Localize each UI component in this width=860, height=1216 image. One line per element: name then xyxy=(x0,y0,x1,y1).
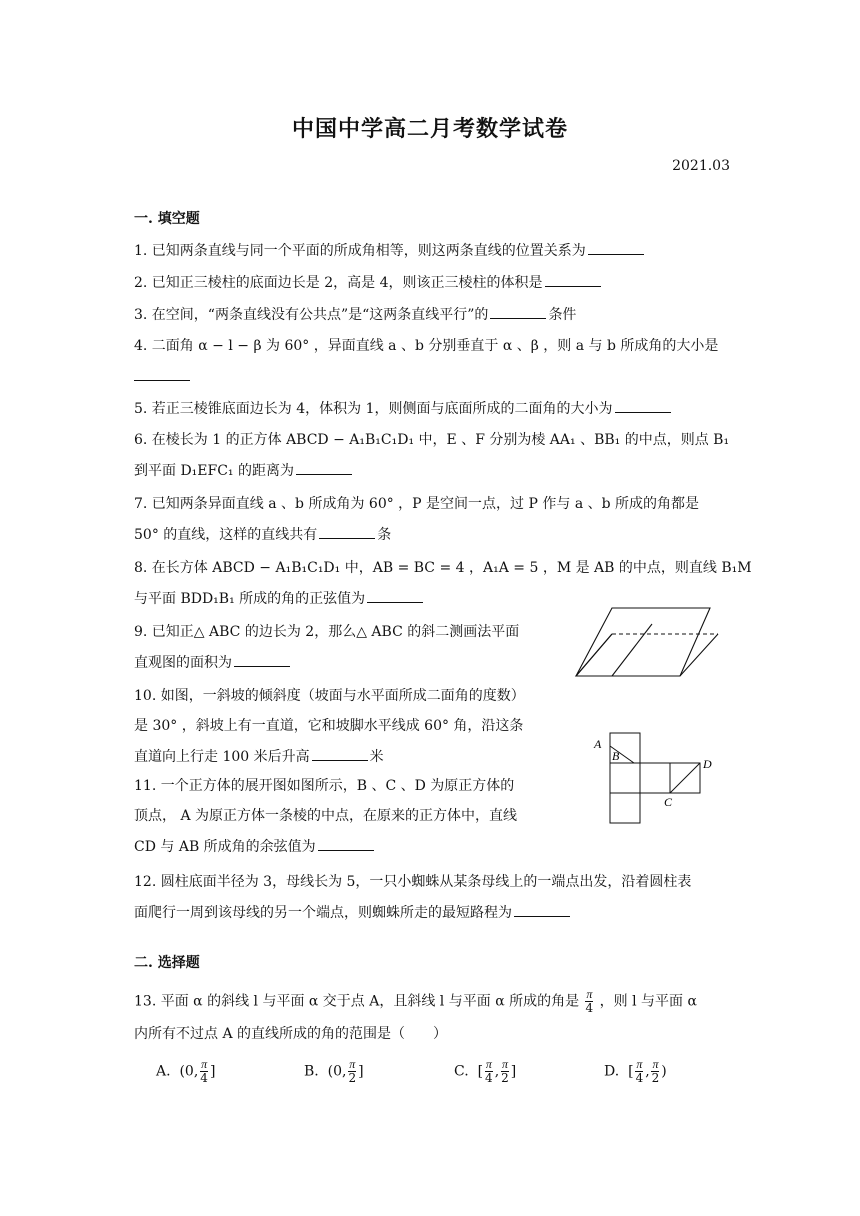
exam-date: 2021.03 xyxy=(672,158,730,174)
label-d: D xyxy=(703,757,712,771)
question-12-line-1: 12. 圆柱底面半径为 3，母线长为 5，一只小蜘蛛从某条母线上的一端点出发，沿着圆柱表 xyxy=(134,874,692,890)
question-3: 3. 在空间，“两条直线没有公共点”是“这两条直线平行”的 条件 xyxy=(134,304,576,325)
question-6-line-2: 到平面 D₁EFC₁ 的距离为 xyxy=(134,460,354,481)
section-fill-in-title: 一. 填空题 xyxy=(134,211,200,227)
answer-blank xyxy=(490,304,546,319)
question-8-line-1: 8. 在长方体 ABCD − A₁B₁C₁D₁ 中，AB = BC = 4 ，A₁A = 5 ，M 是 AB 的中点，则直线 B₁M xyxy=(134,560,752,576)
fraction-pi-over-2: $\frac{\pi}{2}$ xyxy=(348,1057,357,1085)
question-6-line-1: 6. 在棱长为 1 的正方体 ABCD − A₁B₁C₁D₁ 中，E 、F 分别为棱 AA₁ 、BB₁ 的中点，则点 B₁ xyxy=(134,432,730,448)
answer-blank xyxy=(367,588,423,603)
answer-blank xyxy=(545,272,601,287)
question-12-line-2: 面爬行一周到该母线的另一个端点，则蜘蛛所走的最短路程为 xyxy=(134,902,572,923)
option-c[interactable]: C. [ $\frac{\pi}{4}$ , $\frac{\pi}{2}$ ] xyxy=(454,1057,517,1085)
label-b: B xyxy=(612,749,620,763)
fraction-pi-over-4: $\frac{\pi}{4}$ xyxy=(585,987,594,1015)
slope-bottom-edge xyxy=(576,634,612,676)
question-9-line-1: 9. 已知正△ ABC 的边长为 2，那么△ ABC 的斜二测画法平面 xyxy=(134,624,520,640)
answer-blank xyxy=(615,398,671,413)
page-title: 中国中学高二月考数学试卷 xyxy=(291,116,568,142)
net-square-bottom xyxy=(610,793,640,823)
question-10-line-3: 直道向上行走 100 米后升高 米 xyxy=(134,746,384,767)
answer-blank xyxy=(296,460,352,475)
question-9-line-2: 直观图的面积为 xyxy=(134,652,292,673)
question-10-line-2: 是 30° ，斜坡上有一直道，它和坡脚水平线成 60° 角，沿这条 xyxy=(134,718,524,734)
question-11-line-2: 顶点， A 为原正方体一条棱的中点，在原来的正方体中，直线 xyxy=(134,808,518,824)
cube-net-figure xyxy=(560,728,730,830)
answer-blank xyxy=(134,366,190,381)
section-choice-title: 二. 选择题 xyxy=(134,955,200,971)
straight-path-line xyxy=(612,624,652,676)
question-11-line-3: CD 与 AB 所成角的余弦值为 xyxy=(134,836,376,857)
answer-blank xyxy=(514,902,570,917)
ground-plane-outline xyxy=(576,634,718,676)
question-5: 5. 若正三棱锥底面边长为 4，体积为 1，则侧面与底面所成的二面角的大小为 xyxy=(134,398,673,419)
answer-blank xyxy=(588,240,644,255)
net-square-2 xyxy=(640,763,670,793)
question-11-line-1: 11. 一个正方体的展开图如图所示，B 、C 、D 为原正方体的 xyxy=(134,778,515,794)
slope-figure xyxy=(570,606,720,680)
question-7-line-2: 50° 的直线，这样的直线共有 条 xyxy=(134,524,391,545)
label-a: A xyxy=(594,737,602,751)
answer-blank xyxy=(319,524,375,539)
question-1: 1. 已知两条直线与同一个平面的所成角相等，则这两条直线的位置关系为 xyxy=(134,240,646,261)
option-d[interactable]: D. [ $\frac{\pi}{4}$ , $\frac{\pi}{2}$ ) xyxy=(604,1057,667,1085)
net-square-1 xyxy=(610,763,640,793)
answer-blank xyxy=(312,746,368,761)
question-13-line-2: 内所有不过点 A 的直线所成的角的范围是（ ） xyxy=(134,1026,448,1042)
question-8-line-2: 与平面 BDD₁B₁ 所成的角的正弦值为 xyxy=(134,588,425,609)
fraction-pi-over-2: $\frac{\pi}{2}$ xyxy=(501,1057,509,1085)
fraction-pi-over-4: $\frac{\pi}{4}$ xyxy=(635,1057,644,1085)
fraction-pi-over-4: $\frac{\pi}{4}$ xyxy=(200,1057,208,1085)
answer-blank xyxy=(318,836,374,851)
segment-cd xyxy=(670,763,700,793)
fraction-pi-over-4: $\frac{\pi}{4}$ xyxy=(485,1057,493,1085)
fraction-pi-over-2: $\frac{\pi}{2}$ xyxy=(651,1057,660,1085)
question-7-line-1: 7. 已知两条异面直线 a 、b 所成角为 60° ，P 是空间一点，过 P 作与 a 、b 所成的角都是 xyxy=(134,496,700,512)
label-c: C xyxy=(664,795,673,809)
question-13-line-1: 13. 平面 α 的斜线 l 与平面 α 交于点 A，且斜线 l 与平面 α 所成的角是 $\frac{\pi}{4}$ ，则 l 与平面 α xyxy=(134,987,697,1015)
question-10-line-1: 10. 如图，一斜坡的倾斜度（坡面与水平面所成二面角的度数） xyxy=(134,688,525,704)
option-b[interactable]: B. (0, $\frac{\pi}{2}$ ] xyxy=(304,1057,364,1085)
answer-blank xyxy=(234,652,290,667)
option-a[interactable]: A. (0, $\frac{\pi}{4}$ ] xyxy=(156,1057,216,1085)
question-2: 2. 已知正三棱柱的底面边长是 2，高是 4，则该正三棱柱的体积是 xyxy=(134,272,603,293)
question-4: 4. 二面角 α − l − β 为 60° ，异面直线 a 、b 分别垂直于 α 、β ，则 a 与 b 所成角的大小是 xyxy=(134,338,719,354)
question-4-answer-line xyxy=(134,366,192,387)
